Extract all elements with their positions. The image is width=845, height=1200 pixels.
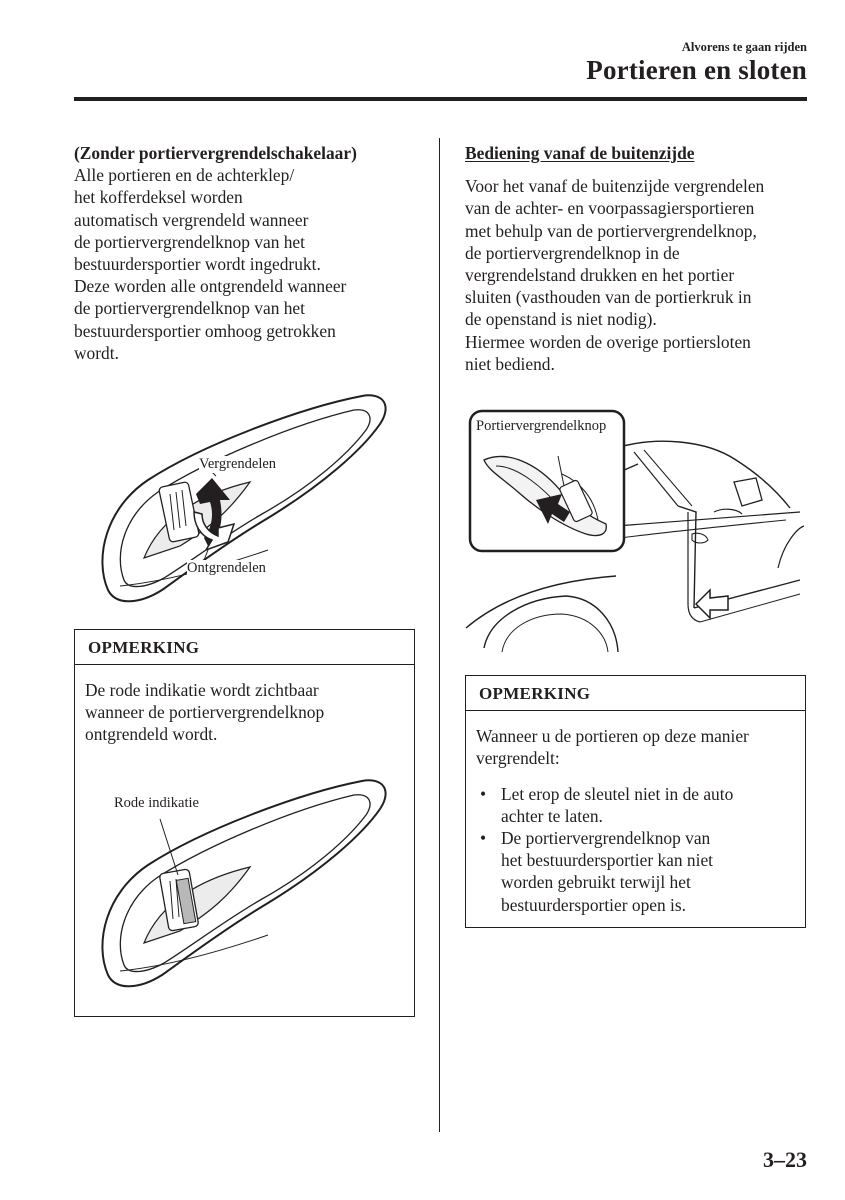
car-door-figure — [466, 408, 804, 660]
note-bullet-list — [476, 783, 796, 923]
paragraph-line: het kofferdeksel worden — [74, 187, 243, 208]
unlock-label: Ontgrendelen — [187, 560, 266, 576]
lock-knob-label: Portiervergrendelknop — [476, 418, 607, 434]
bullet-line: Let erop de sleutel niet in de auto — [501, 784, 734, 804]
bullet-item — [501, 827, 713, 916]
paragraph-line: de portiervergrendelknop van het — [74, 298, 305, 319]
paragraph-line: bestuurdersportier wordt ingedrukt. — [74, 254, 321, 275]
bullet-line: worden gebruikt terwijl het — [501, 872, 691, 893]
bullet-line: het bestuurdersportier kan niet — [501, 850, 713, 871]
paragraph-line: wordt. — [74, 342, 119, 363]
page-number: 3–23 — [763, 1147, 807, 1172]
lock-label: Vergrendelen — [199, 456, 277, 472]
paragraph-line: niet bediend. — [465, 353, 555, 374]
note-intro — [476, 725, 749, 769]
paragraph-line: de portiervergrendelknop in de — [465, 242, 680, 263]
note-line: vergrendelt: — [476, 748, 560, 769]
bullet-line: De portiervergrendelknop van — [501, 828, 711, 848]
paragraph-line: automatisch vergrendeld wanneer — [74, 209, 309, 230]
paragraph-line: de openstand is niet nodig). — [465, 309, 657, 330]
paragraph-line: vergrendelstand drukken en het portier — [465, 265, 735, 286]
paragraph-line: met behulp van de portiervergrendelknop, — [465, 220, 757, 241]
note-text — [85, 679, 324, 746]
note-line: De rode indikatie wordt zichtbaar — [85, 680, 319, 700]
bullet-marker: • — [479, 784, 487, 804]
paragraph-line: van de achter- en voorpassagiersportieren — [465, 198, 755, 219]
door-lock-knob-figure — [100, 390, 390, 615]
note-line: wanneer de portiervergrendelknop — [85, 702, 325, 723]
column-divider — [439, 138, 440, 1132]
bullet-line: achter te laten. — [501, 806, 603, 827]
paragraph-line: Alle portieren en de achterklep/ — [74, 165, 295, 186]
bullet-line: bestuurdersportier open is. — [501, 894, 686, 915]
right-heading: Bediening vanaf de buitenzijde — [465, 143, 695, 163]
paragraph-line: Deze worden alle ontgrendeld wanneer — [74, 276, 347, 297]
header-rule — [74, 97, 807, 101]
note-title: OPMERKING — [466, 676, 805, 711]
paragraph-line: bestuurdersportier omhoog getrokken — [74, 320, 336, 341]
section-label: Alvorens te gaan rijden — [681, 40, 807, 54]
bullet-item — [501, 783, 733, 827]
note-box-right — [465, 675, 806, 928]
paragraph-line: de portiervergrendelknop van het — [74, 231, 305, 252]
paragraph-line: sluiten (vasthouden van de portierkruk in — [465, 287, 752, 308]
paragraph-line: Voor het vanaf de buitenzijde vergrendelen — [465, 176, 765, 197]
note-line: ontgrendeld wordt. — [85, 724, 218, 745]
spacer — [465, 164, 764, 175]
note-line: Wanneer u de portieren op deze manier — [476, 726, 749, 746]
note-title: OPMERKING — [75, 630, 414, 665]
pointer-arrow — [696, 590, 728, 618]
paragraph-line: Hiermee worden de overige portiersloten — [465, 331, 751, 352]
red-indicator-label: Rode indikatie — [114, 795, 199, 811]
left-text-block — [74, 142, 357, 364]
left-heading: (Zonder portiervergrendelschakelaar) — [74, 143, 357, 163]
right-text-block — [465, 142, 764, 375]
page-title: Portieren en sloten — [586, 55, 807, 85]
bullet-marker: • — [479, 828, 487, 848]
